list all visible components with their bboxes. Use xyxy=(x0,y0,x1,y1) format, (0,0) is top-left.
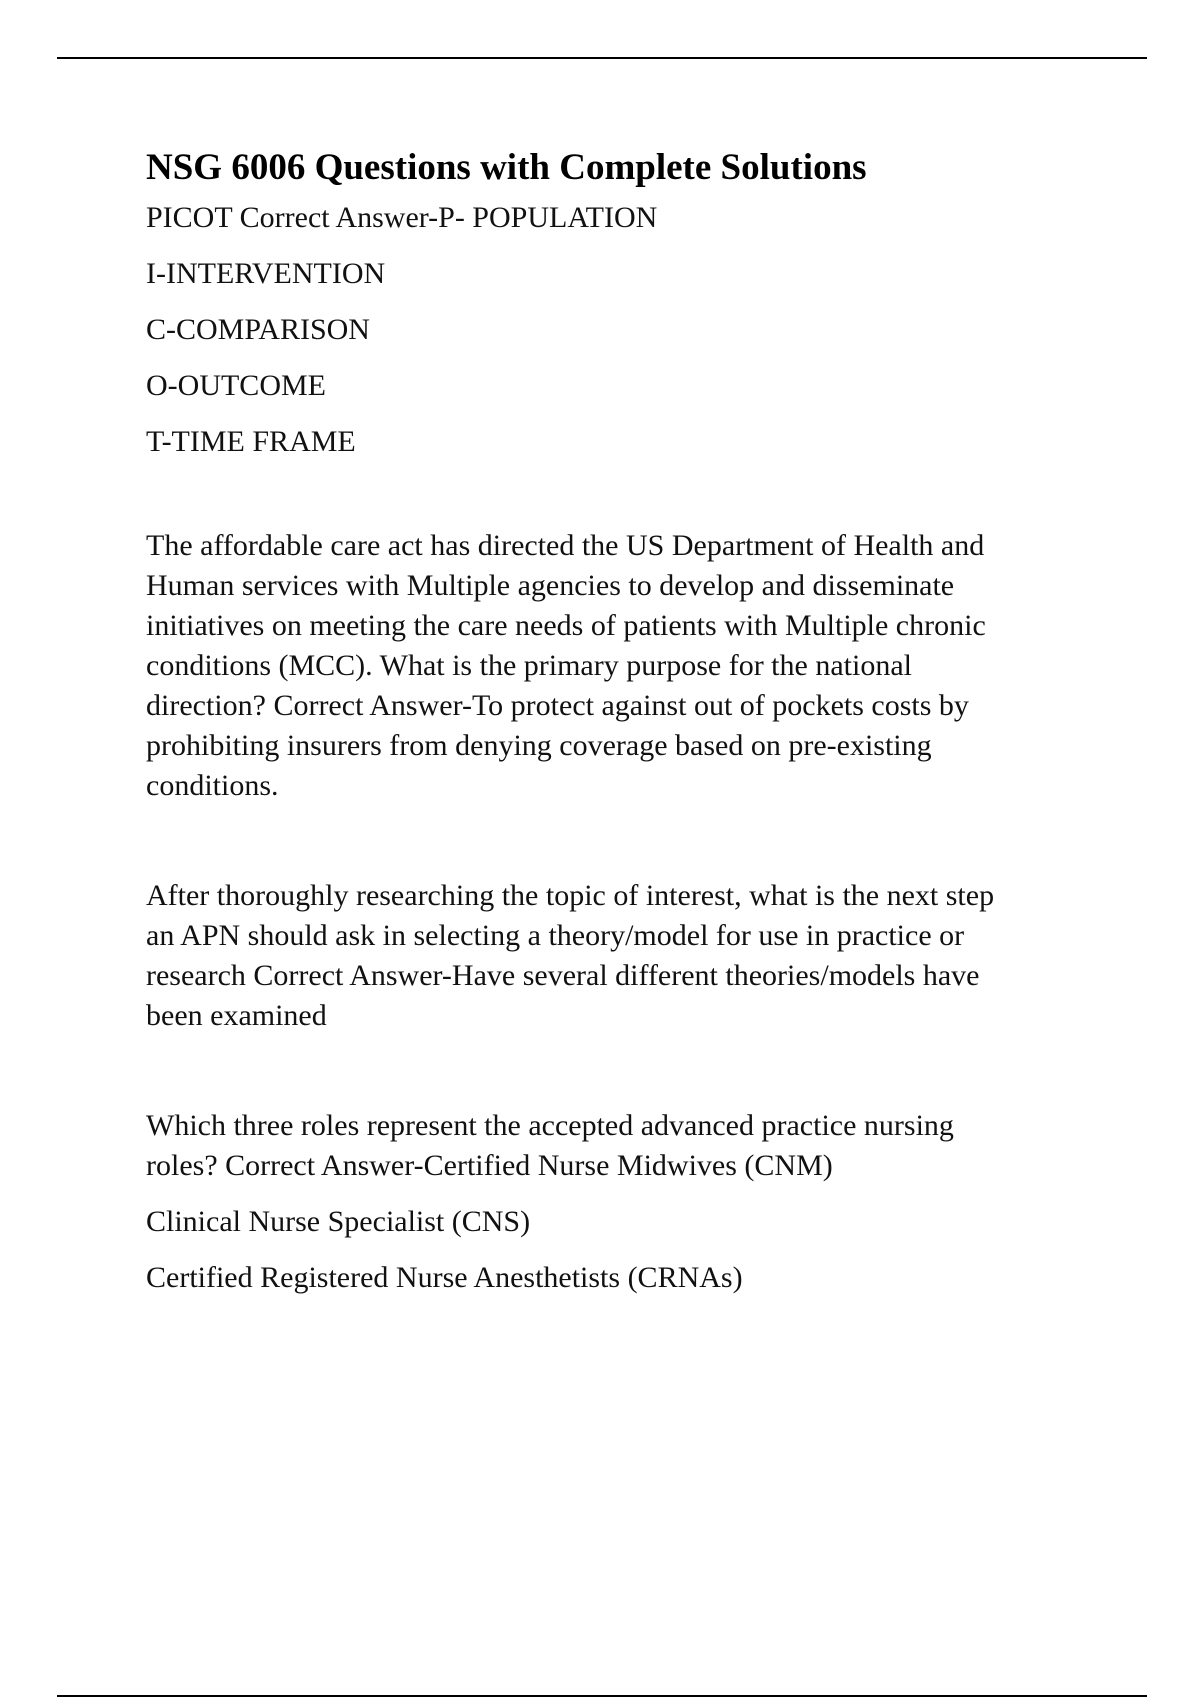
role-line: Certified Registered Nurse Anesthetists (CRNAs) xyxy=(146,1261,743,1294)
paragraph-line: Human services with Multiple agencies to develop and disseminate xyxy=(146,569,955,602)
paragraph-line: conditions (MCC). What is the primary purpose for the national xyxy=(146,649,912,682)
paragraph-line: research Correct Answer-Have several different theories/models have xyxy=(146,959,980,992)
document-body xyxy=(146,140,1076,1314)
picot-line: C-COMPARISON xyxy=(146,313,370,346)
role-line: Clinical Nurse Specialist (CNS) xyxy=(146,1205,531,1238)
picot-line: I-INTERVENTION xyxy=(146,257,386,290)
paragraph-line: roles? Correct Answer-Certified Nurse Midwives (CNM) xyxy=(146,1149,833,1182)
document-title: NSG 6006 Questions with Complete Solutions xyxy=(146,147,867,188)
bottom-rule xyxy=(57,1695,1147,1697)
spacer xyxy=(146,478,1076,526)
spacer xyxy=(146,806,1076,876)
paragraph-line: Which three roles represent the accepted advanced practice nursing xyxy=(146,1109,954,1142)
paragraph-line: The affordable care act has directed the US Department of Health and xyxy=(146,529,985,562)
paragraph-line: After thoroughly researching the topic of interest, what is the next step xyxy=(146,879,995,912)
picot-line: PICOT Correct Answer-P- POPULATION xyxy=(146,201,658,234)
qa-affordable-care xyxy=(146,526,1076,806)
picot-line: T-TIME FRAME xyxy=(146,425,356,458)
qa-apn-roles xyxy=(146,1106,1076,1298)
spacer xyxy=(146,1036,1076,1106)
picot-block xyxy=(146,198,1076,462)
qa-theory-model xyxy=(146,876,1076,1036)
paragraph-line: been examined xyxy=(146,999,327,1032)
paragraph-line: an APN should ask in selecting a theory/model for use in practice or xyxy=(146,919,965,952)
top-rule xyxy=(57,57,1147,59)
paragraph-line: initiatives on meeting the care needs of patients with Multiple chronic xyxy=(146,609,986,642)
paragraph-line: prohibiting insurers from denying coverage based on pre-existing xyxy=(146,729,932,762)
paragraph-line: direction? Correct Answer-To protect against out of pockets costs by xyxy=(146,689,969,722)
picot-line: O-OUTCOME xyxy=(146,369,326,402)
paragraph-line: conditions. xyxy=(146,769,279,802)
